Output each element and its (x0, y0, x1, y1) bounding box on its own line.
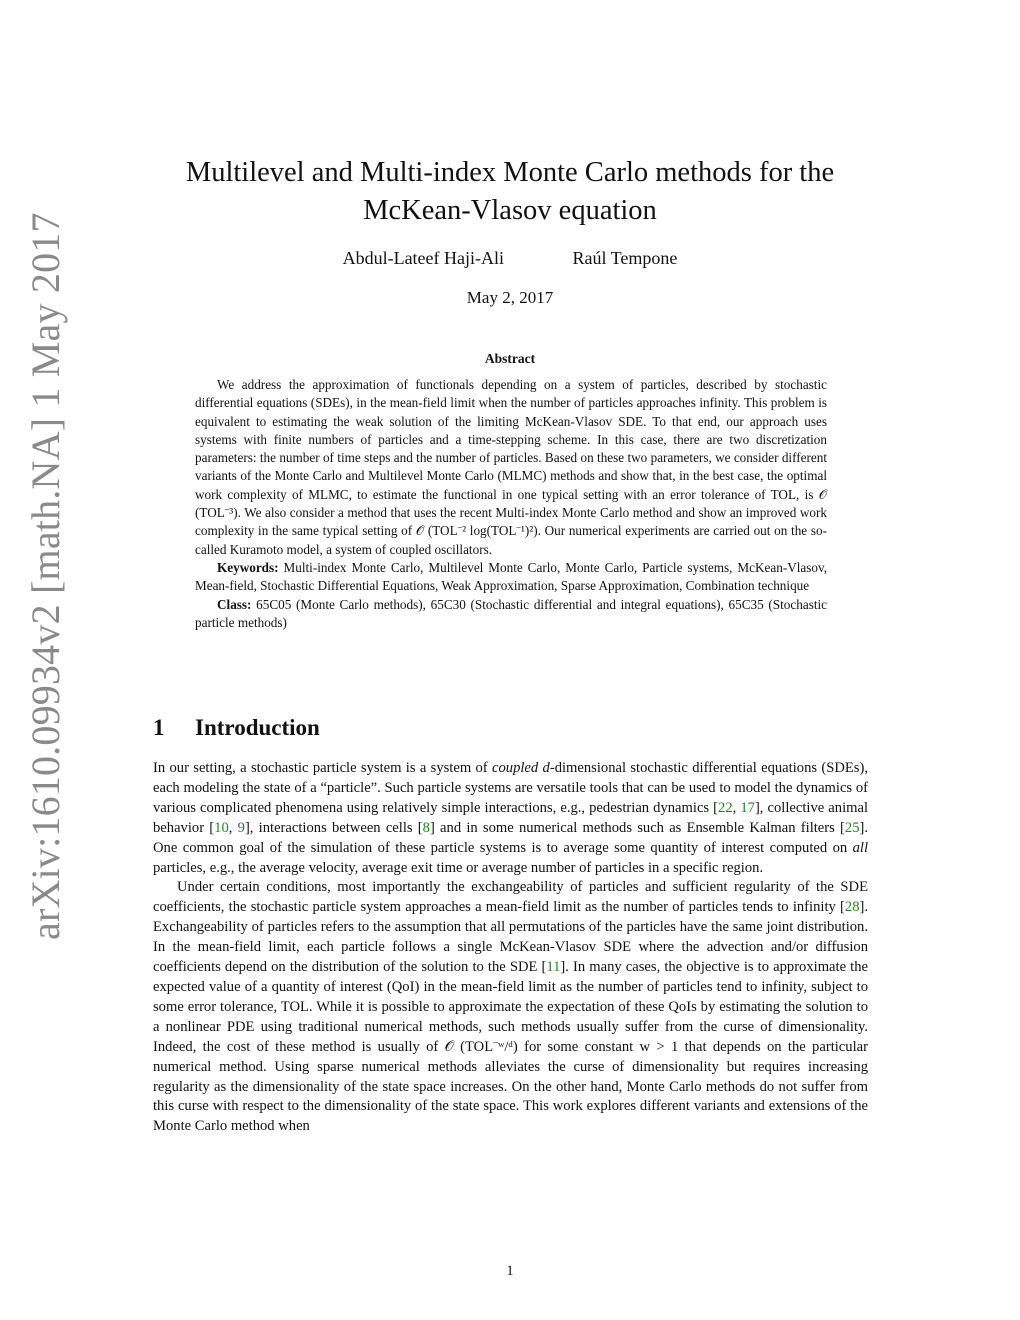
author-2: Raúl Tempone (572, 248, 678, 268)
section-number: 1 (153, 715, 165, 740)
math-complexity-mlmc: 𝒪 (TOL⁻³) (195, 486, 827, 521)
class-label: Class: (217, 596, 252, 612)
author-list (150, 248, 870, 269)
citation-link[interactable]: 25 (844, 819, 860, 836)
citation-link[interactable]: 28 (844, 899, 860, 916)
body-paragraph-2: Under certain conditions, most importantly the exchangeability of particles and sufficient regularity of the SDE coefficients, the stochastic particle system approaches a mean-field limit as the number of particles tends to infinity [28]. Exchangeability of particles refers to the assumption that all permutations of the particles have the same joint distribution. In the mean-field limit, each particle follows a single McKean-Vlasov SDE where the advection and/or diffusion coefficients depend on the distribution of the solution to the SDE [11]. In many cases, the objective is to approximate the expected value of a quantity of interest (QoI) in the mean-field limit as the number of particles tend to infinity, subject to some error tolerance, TOL. While it is possible to approximate the expectation of these QoIs by estimating the solution to a nonlinear PDE using traditional numerical methods, such methods usually suffer from the curse of dimensionality. Indeed, the cost of these method is usually of 𝒪 (TOL⁻ʷ/ᵈ) for some constant w > 1 that depends on the particular numerical method. Using sparse numerical methods alleviates the curse of dimensionality but requires increasing regularity as the dimensionality of the state space increases. On the other hand, Monte Carlo methods do not suffer from this curse with respect to the dimensionality of the state space. This work explores different variants and extensions of the Monte Carlo method when (153, 879, 868, 1135)
math-complexity-mimc: 𝒪 (TOL⁻² log(TOL⁻¹)²) (415, 523, 538, 539)
abstract-heading: Abstract (484, 351, 536, 366)
math-cost: 𝒪 (TOL⁻ʷ/ᵈ) (444, 1038, 518, 1055)
citation-link[interactable]: 22 (718, 799, 733, 816)
keywords-paragraph (195, 559, 827, 596)
paper-date: May 2, 2017 (466, 288, 554, 307)
title-line-1: Multilevel and Multi-index Monte Carlo methods for the (185, 157, 835, 188)
arxiv-watermark: arXiv:1610.09934v2 [math.NA] 1 May 2017 (23, 212, 68, 940)
citation-link[interactable]: 8 (422, 819, 430, 836)
abstract-paragraph: We address the approximation of functionals depending on a system of particles, described by stochastic differential equations (SDEs), in the mean-field limit when the number of particles approaches infinity. This problem is equivalent to estimating the weak solution of the limiting McKean-Vlasov SDE. To that end, our approach uses systems with finite numbers of particles and a time-stepping scheme. In this case, there are two discretization parameters: the number of time steps and the number of particles. Based on these two parameters, we consider different variants of the Monte Carlo and Multilevel Monte Carlo (MLMC) methods and show that, in the best case, the optimal work complexity of MLMC, to estimate the functional in one typical setting with an error tolerance of TOL, is 𝒪 (TOL⁻³). We also consider a method that uses the recent Multi-index Monte Carlo method and show an improved work complexity in the same typical setting of 𝒪 (TOL⁻² log(TOL⁻¹)²). Our numerical experiments are carried out on the so-called Kuramoto model, a system of coupled oscillators. (195, 377, 827, 557)
keywords-text: Multi-index Monte Carlo, Multilevel Monte Carlo, Monte Carlo, Particle systems, McKean-Vlasov, Mean-field, Stochastic Differential Equations, Weak Approximation, Sparse Approximation, Combination technique (195, 559, 828, 594)
abstract-body (195, 376, 827, 632)
section-heading (153, 715, 320, 741)
section-body (153, 759, 868, 1137)
citation-link[interactable]: 11 (546, 959, 561, 976)
body-paragraph-1: In our setting, a stochastic particle system is a system of coupled d-dimensional stochastic differential equations (SDEs), each modeling the state of a “particle”. Such particle systems are versatile tools that can be used to model the dynamics of various complicated phenomena using relatively simple interactions, e.g., pedestrian dynamics [22, 17], collective animal behavior [10, 9], interactions between cells [8] and in some numerical methods such as Ensemble Kalman filters [25]. One common goal of the simulation of these particle systems is to average some quantity of interest computed on all particles, e.g., the average velocity, average exit time or average number of particles in a specific region. (153, 760, 869, 876)
citation-link[interactable]: 10 (214, 819, 229, 836)
author-1: Abdul-Lateef Haji-Ali (342, 248, 505, 268)
title-line-2: McKean-Vlasov equation (363, 195, 657, 226)
keywords-label: Keywords: (217, 559, 279, 575)
page-number: 1 (506, 1263, 514, 1279)
section-title: Introduction (195, 715, 320, 740)
class-paragraph (195, 596, 827, 633)
citation-link[interactable]: 9 (237, 819, 245, 836)
paper-title (150, 154, 870, 230)
citation-link[interactable]: 17 (740, 799, 755, 816)
class-text: 65C05 (Monte Carlo methods), 65C30 (Stochastic differential and integral equations), 65C35 (Stochastic particle methods) (195, 596, 828, 630)
